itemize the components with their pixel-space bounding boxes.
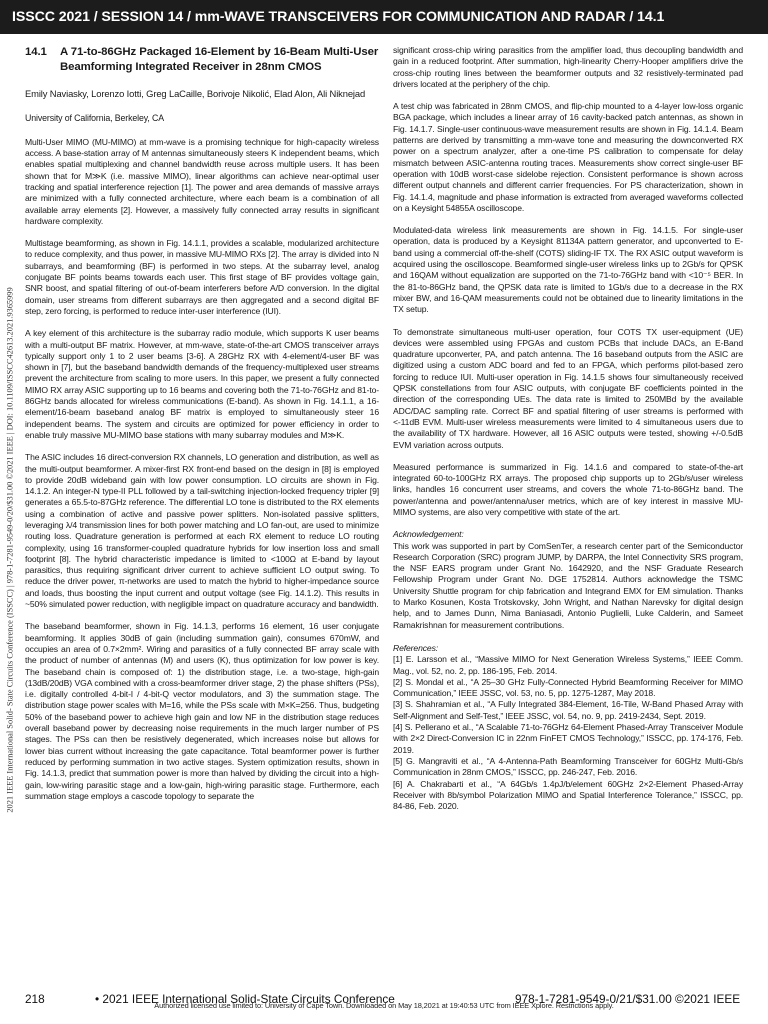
body-paragraph: A key element of this architecture is the subarray radio module, which supports K user beams with a multi-output BF matrix. However, at mm-wave, state-of-the-art CMOS transceiver arrays typically support only 1 to 2 user beams [3-6]. A 28GHz RX with 4-element/4-user BF was shown in [7], but the baseband bandwidth demands of the frequency-multiplexed user streams prevent the architecture from scaling to more users. In this paper, we present a fully connected MIMO RX array ASIC supporting up to 16 beams and covering both the 71-to-76GHz and 81-to-86GHz bands allocated for wireless communications (E-band). As shown in Fig. 14.1.1, a 16-element/16-beam baseband analog BF matrix is employed to simultaneously steer 16 independent beams. The system and circuits are optimized for power efficiency in order to enable truly massive MU-MIMO base stations with many subarray modules and M≫K. — [25, 328, 379, 440]
body-paragraph: The baseband beamformer, shown in Fig. 14.1.3, performs 16 element, 16 user conjugate beamforming. It applies 30dB of gain (including summation gain), consumes 670mW, and occupies an area of 0.7×2mm². Wiring and parasitics of a fully connected BF array scale with the product of number of antennas (M) and users (K), thus optimization for low power is key. The baseband chain is composed of: 1) the distribution stage, i.e. a two-stage, high-gain (13dB/20dB) VGA combined with a cross-beamformer driver stage, 2) the phase shifters (PSs), i.e. digitally controlled 4-bit-I / 4-bit-Q vector modulators, and 3) the summation stage. The distribution stage power scales with M=16, while the PSs scale with M×K=256. Thus, budgeting 50% of the baseband power to achieve high gain and low NF in the distribution stage reduces overall baseband power by decreasing noise requirements in the much larger number of PS stages. The PSs can then be resistively degenerated, which increases noise but allows for lower bias current without increasing the gate capacitance. Total beamformer power is further reduced by performing summation in two active stages. System optimization results, shown in Fig. 14.1.3, predict that summation power is more than halved by dividing the circuit into a high-gain, low-wiring parasitic stage and a low-gain, high-wiring parasitic stage. Furthermore, each summation stage employs a cascode topology to separate the — [25, 621, 379, 801]
paper-authors: Emily Naviasky, Lorenzo Iotti, Greg LaCaille, Borivoje Nikolić, Elad Alon, Ali Niknejad — [25, 88, 366, 99]
acknowledgement-heading: Acknowledgement: — [393, 529, 464, 540]
paper-title-text: A 71-to-86GHz Packaged 16-Element by 16-Beam Multi-User Beamforming Integrated Receiver in 28nm CMOS — [60, 46, 379, 73]
body-paragraph: Multi-User MIMO (MU-MIMO) at mm-wave is a promising technique for high-capacity wireless access. A base-station array of M antennas simultaneously steers K independent beams, which enables spatial multiplexing and channel bandwidth reuse across multiple users. It has been shown that for M≫K (i.e. massive MIMO), linear algorithms can achieve near-optimal user tracking and spatial interference rejection [1]. The power and area demands of massive arrays are minimized with a fully connected architecture, where each beam is a combination of all available array elements [2]. However, a massively fully connected array results in significant hardware complexity. — [25, 136, 379, 226]
acknowledgement-text: This work was supported in part by ComSenTer, a research center part of the Semiconductor Research Corporation (SRC) program JUMP, by DARPA, the Intel Connectivity SRS program, the NSF EARS program under Grant No. 1642920, and the NSF Graduate Research Fellowship Program under Grant No. DGE 1752814. Authors acknowledge the TSMC University Shuttle program for chip fabrication and Integrand EMX for EM simulation. Thanks to Marko Kosunen, Kosta Trotskovsky, John Wright, and Nathan Narevsky for digital design help, and to James Dunn, Nima Baniasadi, Antonio Puglielli, Luke Calderin, and Sameet Ramakrishnan for measurement contributions. — [393, 540, 743, 630]
reference-item: [2] S. Mondal et al., “A 25–30 GHz Fully-Connected Hybrid Beamforming Receiver for MIMO Communication,” IEEE JSSC, vol. 53, no. 5, pp. 1275-1287, May 2018. — [393, 676, 743, 699]
sidebar-citation — [3, 200, 17, 900]
body-paragraph: To demonstrate simultaneous multi-user operation, four COTS TX user-equipment (UE) devices were assembled using FPGAs and custom PCBs that include DACs, an E-Band quadrature upconverter, PA, and patch antenna. The 16 baseband outputs from the ASIC are digitized using a custom ADC board and fed to an FPGA, which performs pilot-based zero forcing to reduce IUI. Multi-user operation in Fig. 14.1.5 shows four simultaneously received QPSK constellations from four ASIC outputs, with conjugate BF coefficients pointed in the direction of the corresponding UEs. The data rate is limited to 250MBd by the available ADC/DAC sampling rate. Correct BF and spatial filtering of user streams is performed with <-11dB EVM. Multi-user wireless measurements were limited to 4 simultaneous users due to the availability of TX hardware. However, all 16 ASIC outputs were tested, showing +/-0.5dB EVM variation across outputs. — [393, 326, 743, 450]
paper-title — [25, 45, 379, 74]
right-column — [393, 45, 743, 812]
reference-item: [1] E. Larsson et al., “Massive MIMO for Next Generation Wireless Systems,” IEEE Comm. Mag., vol. 52, no. 2, pp. 186-195, Feb. 2014. — [393, 654, 743, 676]
body-paragraph: Measured performance is summarized in Fig. 14.1.6 and compared to state-of-the-art integrated 60-to-100GHz RX arrays. The proposed chip supports up to 2Gb/s/user wireless links, handles 16 concurrent user streams, and covers the whole 71-to-86GHz band. The power/antenna and power/antenna/user metrics, which are of key interest in massive MU-MIMO systems, are also very competitive with state of the art. — [393, 461, 743, 517]
reference-item: [3] S. Shahramian et al., “A Fully Integrated 384-Element, 16-Tile, W-Band Phased Array with Self-Alignment and Self-Test,” IEEE JSSC, vol. 54, no. 9, pp. 2419-2434, Sept. 2019. — [393, 699, 743, 721]
license-notice: Authorized licensed use limited to: University of Cape Town. Downloaded on May 18,2021 at 19:40:53 UTC from IEEE Xplore. Restrictions apply. — [154, 1001, 614, 1010]
body-paragraph: significant cross-chip wiring parasitics from the amplifier load, thus decoupling bandwidth and gain in a reduced footprint. After summation, high-linearity Cherry-Hooper amplifiers drive the cross-chip routing lines between the beamformer outputs and 32 resistively-terminated pad drivers located at the periphery of the chip. — [393, 45, 743, 89]
body-paragraph: A test chip was fabricated in 28nm CMOS, and flip-chip mounted to a 4-layer low-loss organic BGA package, which includes a linear array of 16 cavity-backed patch antennas, as shown in Fig. 14.1.7. Single-user continuous-wave measurement results are shown in Fig. 14.1.4. Beam patterns are derived by transmitting a mm-wave tone and measuring the downconverted RX power on a spectrum analyzer, after a one-time PS calibration to compensate for delay mismatch between ASIC-antenna routing traces. Measurements show correct single-user BF operation with 10dB worst-case sidelobe rejection. Consistent performance is shown across different output channels and different carrier frequencies. For PS characterization, shown in Fig. 14.1.4, magnitude and phase information is extracted from averaged waveforms collected on a Keysight 54855A oscilloscope. — [393, 101, 743, 213]
body-paragraph: The ASIC includes 16 direct-conversion RX channels, LO generation and distribution, as well as the multi-output beamformer. A mixer-first RX front-end based on the design in [8] is employed to provide 20dB wideband gain with low power consumption. LO circuits are shown in Fig. 14.1.2. An integer-N type-II PLL followed by a tail-switching injection-locked frequency tripler [9] generates a 65.5-to-87GHz reference. The differential LO tone is distributed to the RX elements using a combination of active and passive power splitters. Non-isolated passive splitters, leveraging λ/4 transmission lines for both power matching and LO fan-out, are used to minimize routing loss. Quadrature generation is performed at each RX element to reduce LO routing complexity, using 16 transformer-coupled quadrature hybrids for low insertion loss and small footprint [8]. The hybrid characteristic impedance is limited to <100Ω at E-band by layout parasitics, thus requiring significant driver current to achieve sufficient LO output swing. To reduce the driver power, π-networks are used to match the hybrid to higher-impedance source and loads, thus boosting the input current and output voltage (see Fig. 14.1.2). This results in ~50% simulated power reduction, with negligible impact on quadrature accuracy and bandwidth. — [25, 452, 379, 610]
page-number: 218 — [25, 992, 45, 1006]
footer-isbn: 978-1-7281-9549-0/21/$31.00 ©2021 IEEE — [515, 992, 741, 1006]
reference-item: [6] A. Chakrabarti et al., “A 64Gb/s 1.4pJ/b/element 60GHz 2×2-Element Phased-Array Receiver with 8b/symbol Polarization MIMO and Spatial Interference Tolerance,” ISSCC, pp. 84-86, Feb. 2020. — [393, 778, 743, 812]
session-header: ISSCC 2021 / SESSION 14 / mm-WAVE TRANSCEIVERS FOR COMMUNICATION AND RADAR / 14.1 — [0, 0, 768, 34]
sidebar-citation-text: 2021 IEEE International Solid- State Circuits Conference (ISSCC) | 978-1-7281-9549-0/20/$31.00 ©2021 IEEE | DOI: 10.1109/ISSCC42613.2021.9365999 — [5, 287, 15, 813]
references-heading: References: — [393, 642, 439, 653]
paper-affiliation: University of California, Berkeley, CA — [25, 112, 165, 123]
body-paragraph: Multistage beamforming, as shown in Fig. 14.1.1, provides a scalable, modularized architecture to reduce complexity, and thus power, in massive MU-MIMO RXs [2]. The array is divided into N subarrays, and beamforming (BF) is performed in two steps. At the subarray level, analog conjugate BF points beams towards each user. This first stage of BF provides voltage gain, SNR boost, and spatial filtering of out-of-beam interferers before A/D conversion. In the digital domain, user streams from different subarrays are then aggregated and a second digital BF step, zero forcing, is performed to reduce inter-user interference (IUI). — [25, 238, 379, 316]
paper-number: 14.1 — [25, 46, 47, 58]
reference-item: [4] S. Pellerano et al., “A Scalable 71-to-76GHz 64-Element Phased-Array Transceiver Module with 2×2 Direct-Conversion IC in 22nm FinFET CMOS Technology,” ISSCC, pp. 174-176, Feb. 2019. — [393, 722, 743, 755]
footer-conference: • 2021 IEEE International Solid-State Circuits Conference — [95, 992, 395, 1006]
reference-item: [5] G. Mangraviti et al., “A 4-Antenna-Path Beamforming Transceiver for 60GHz Multi-Gb/s Communication in 28nm CMOS,” ISSCC, pp. 246-247, Feb. 2016. — [393, 755, 743, 778]
body-paragraph: Modulated-data wireless link measurements are shown in Fig. 14.1.5. For single-user operation, data is produced by a Keysight 81134A pattern generator, and upconverted to E-band using a commercial off-the-shelf (COTS) sliding-IF TX. The RX ASIC output waveform is acquired using the oscilloscope. Beamformed single-user wireless links up to 2Gb/s for QPSK and 16QAM without equalization are supported on the 71-to-76GHz band with <10⁻⁵ BER. In the 81-to-86GHz band, the QPSK data rate is limited to 1Gb/s due to a decrease in the RX mixer BW, and 16-QAM measurements could not be obtained due to linearity limitations in the TX setup. — [393, 225, 743, 315]
left-column — [25, 45, 379, 813]
